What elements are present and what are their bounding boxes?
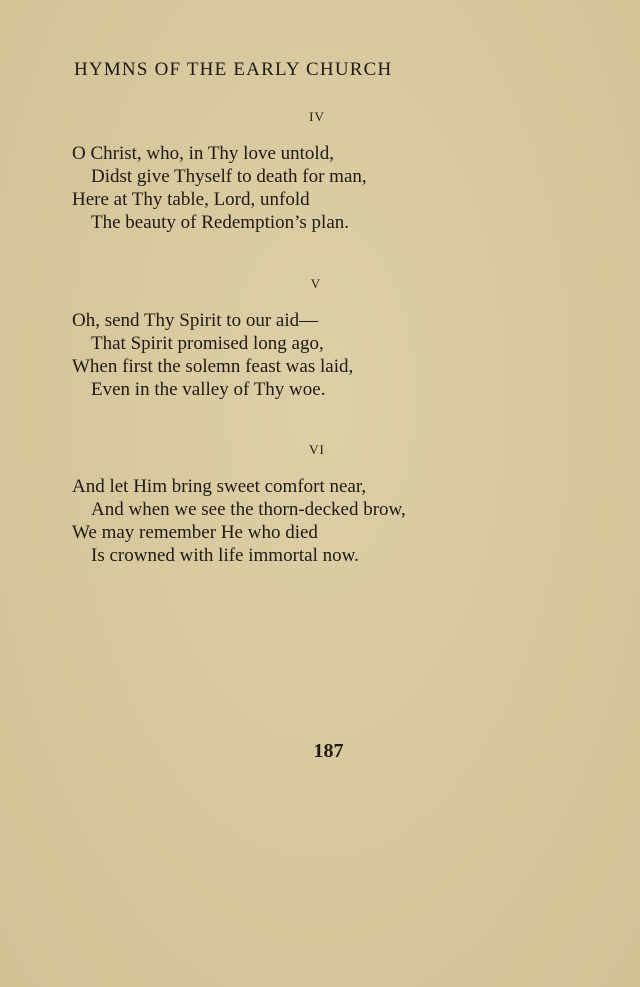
verse-line: O Christ, who, in Thy love untold, <box>72 143 334 164</box>
page-number: 187 <box>313 740 344 762</box>
verse-line: That Spirit promised long ago, <box>91 333 324 354</box>
verse-line: And let Him bring sweet comfort near, <box>72 476 367 497</box>
verse-line: Here at Thy table, Lord, unfold <box>72 189 310 210</box>
verse-line: Didst give Thyself to death for man, <box>91 166 367 187</box>
stanza-iv <box>72 142 367 234</box>
stanza-v <box>72 309 353 401</box>
verse-line: The beauty of Redemption’s plan. <box>91 212 350 233</box>
verse-line: Even in the valley of Thy woe. <box>91 379 326 400</box>
verse-line: We may remember He who died <box>72 522 318 543</box>
verse-line: Oh, send Thy Spirit to our aid— <box>72 310 319 331</box>
stanza-vi <box>72 475 406 567</box>
verse-line: Is crowned with life immortal now. <box>91 545 359 566</box>
stanza-number-vi: VI <box>309 442 325 457</box>
verse-line: When first the solemn feast was laid, <box>72 356 354 377</box>
stanza-number-v: V <box>310 276 322 291</box>
stanza-number-iv: IV <box>309 109 325 124</box>
verse-line: And when we see the thorn-decked brow, <box>91 499 406 520</box>
running-head: HYMNS OF THE EARLY CHURCH <box>74 59 393 80</box>
